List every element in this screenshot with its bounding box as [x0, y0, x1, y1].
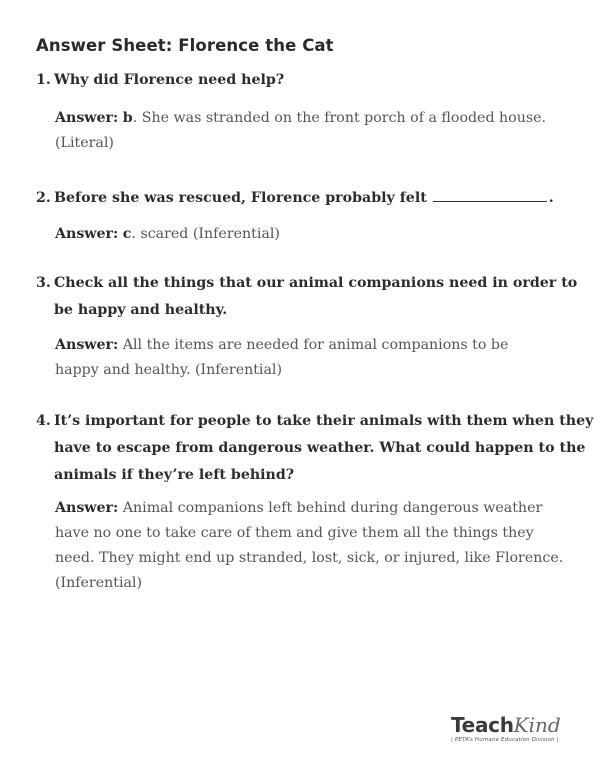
question-4 — [36, 408, 594, 489]
answer-label: Answer: — [55, 500, 119, 516]
question-text: Why did Florence need help? — [54, 72, 285, 88]
question-end-punct: . — [548, 190, 554, 206]
logo-teach: Teach — [451, 713, 514, 737]
answer-choice: b — [122, 110, 133, 126]
question-text: It’s important for people to take their animals with them when they have to escape from dangerous weather. What could happen to the animals if they’re left behind? — [54, 413, 594, 483]
question-number: 2. — [36, 190, 51, 206]
question-3 — [36, 270, 594, 324]
answer-3 — [55, 333, 535, 383]
question-number: 3. — [36, 275, 51, 291]
answer-text: . She was stranded on the front porch of a flooded house. (Literal) — [55, 110, 547, 151]
logo-tagline: | PETA’s Humane Education Division | — [451, 737, 559, 743]
logo-wordmark — [451, 714, 571, 736]
answer-text: . scared (Inferential) — [131, 226, 280, 242]
page-title: Answer Sheet: Florence the Cat — [36, 36, 334, 55]
answer-choice: c — [122, 226, 132, 242]
answer-2 — [55, 222, 570, 247]
question-number: 1. — [36, 72, 51, 88]
answer-label: Answer: — [55, 226, 119, 242]
question-2 — [36, 185, 576, 212]
answer-label: Answer: — [55, 110, 119, 126]
teachkind-logo — [451, 714, 571, 743]
question-1 — [36, 67, 576, 94]
answer-4 — [55, 496, 570, 596]
question-number: 4. — [36, 413, 51, 429]
logo-kind: Kind — [513, 713, 561, 737]
question-text: Before she was rescued, Florence probably felt — [54, 190, 427, 206]
answer-1 — [55, 106, 570, 156]
question-text: Check all the things that our animal companions need in order to be happy and healthy. — [54, 275, 578, 318]
fill-in-blank — [433, 191, 547, 202]
answer-text: All the items are needed for animal companions to be happy and healthy. (Inferential) — [55, 337, 509, 378]
answer-label: Answer: — [55, 337, 119, 353]
answer-text: Animal companions left behind during dangerous weather have no one to take care of them and give them all the things they need. They might end up stranded, lost, sick, or injured, like Florence. (Inferential) — [55, 500, 564, 591]
